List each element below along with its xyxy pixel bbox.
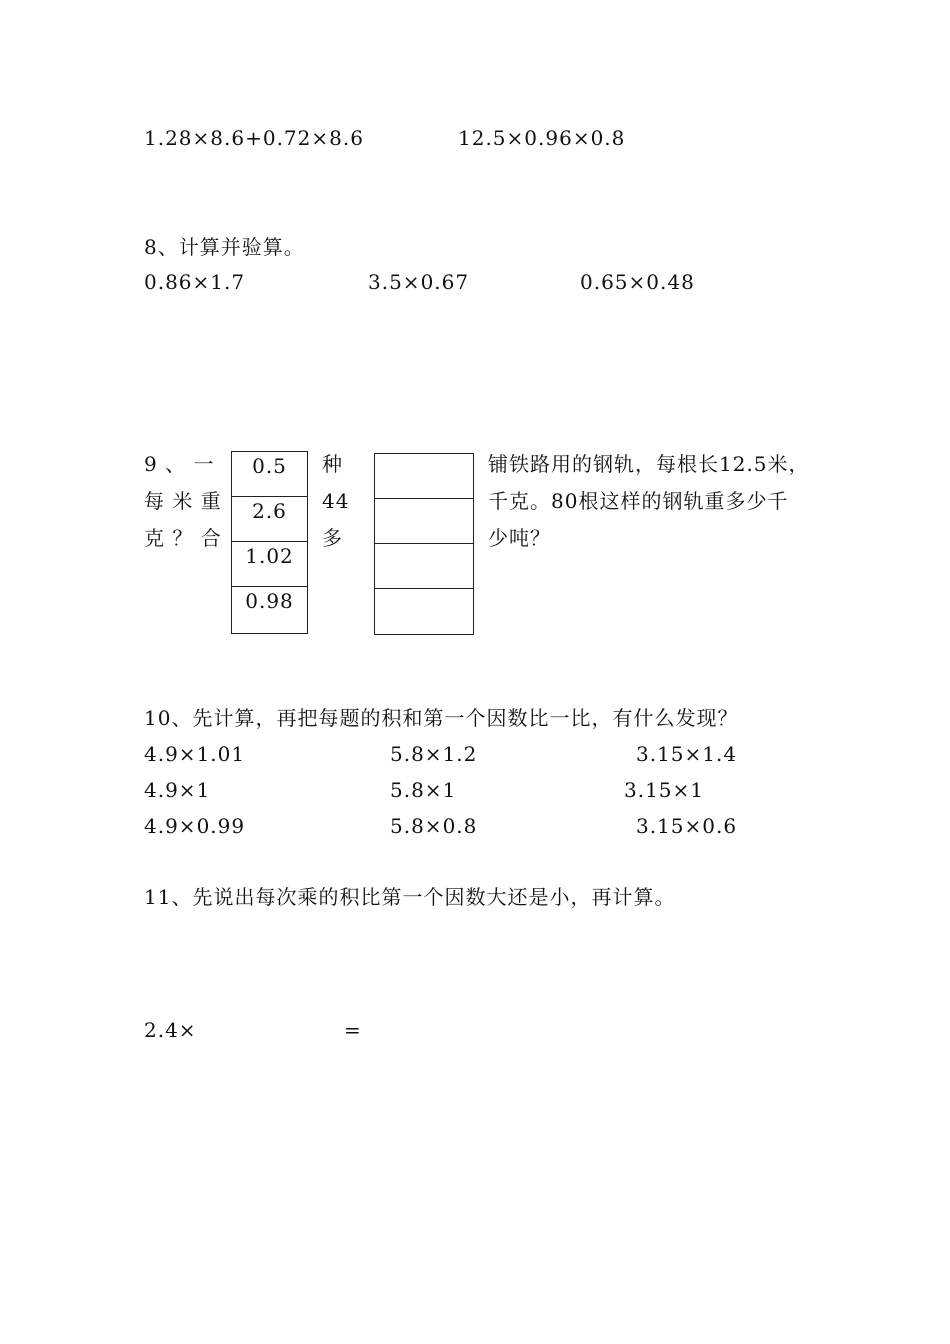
question-8-title: 8、计算并验算。 xyxy=(144,235,305,259)
q9-value-cell: 0.5 xyxy=(232,452,307,497)
q10-expression: 4.9×0.99 xyxy=(144,814,246,838)
q9-answer-cell xyxy=(375,454,473,499)
q9-value-table xyxy=(231,451,308,634)
q9-left-line-2: 每 米 重 xyxy=(144,489,222,513)
q8-expression-3: 0.65×0.48 xyxy=(580,270,695,294)
q10-expression: 3.15×1.4 xyxy=(636,742,738,766)
q9-mid-line-1: 种 xyxy=(322,452,343,476)
q8-expression-2: 3.5×0.67 xyxy=(368,270,470,294)
q9-value-cell: 1.02 xyxy=(232,542,307,587)
q9-answer-cell xyxy=(375,589,473,634)
q8-expression-1: 0.86×1.7 xyxy=(144,270,246,294)
q9-mid-line-3: 多 xyxy=(322,526,343,550)
q9-value-cell: 2.6 xyxy=(232,497,307,542)
q11-equals: = xyxy=(344,1018,362,1042)
question-11-title: 11、先说出每次乘的积比第一个因数大还是小，再计算。 xyxy=(144,885,676,909)
expression-1: 1.28×8.6+0.72×8.6 xyxy=(144,126,364,150)
q9-left-line-1: 9 、 一 xyxy=(144,452,215,476)
q10-expression: 3.15×0.6 xyxy=(636,814,738,838)
q9-right-line-1: 铺铁路用的钢轨，每根长12.5米， xyxy=(488,452,810,476)
q9-left-line-3: 克 ？ 合 xyxy=(144,526,222,550)
q9-right-line-2: 千克。80根这样的钢轨重多少千 xyxy=(488,489,789,513)
q10-expression: 5.8×1.2 xyxy=(390,742,478,766)
q10-expression: 4.9×1 xyxy=(144,778,211,802)
q10-expression: 5.8×0.8 xyxy=(390,814,478,838)
q11-expression: 2.4× xyxy=(144,1018,197,1042)
expression-2: 12.5×0.96×0.8 xyxy=(458,126,626,150)
q9-value-cell: 0.98 xyxy=(245,589,294,613)
q9-answer-cell xyxy=(375,499,473,544)
q9-right-line-3: 少吨？ xyxy=(488,526,551,550)
q9-answer-table xyxy=(374,453,474,635)
question-10-title: 10、先计算，再把每题的积和第一个因数比一比，有什么发现？ xyxy=(144,706,739,730)
q10-expression: 4.9×1.01 xyxy=(144,742,246,766)
q10-expression: 5.8×1 xyxy=(390,778,457,802)
q10-expression: 3.15×1 xyxy=(624,778,705,802)
q9-mid-line-2: 44 xyxy=(322,489,350,513)
q9-answer-cell xyxy=(375,544,473,589)
